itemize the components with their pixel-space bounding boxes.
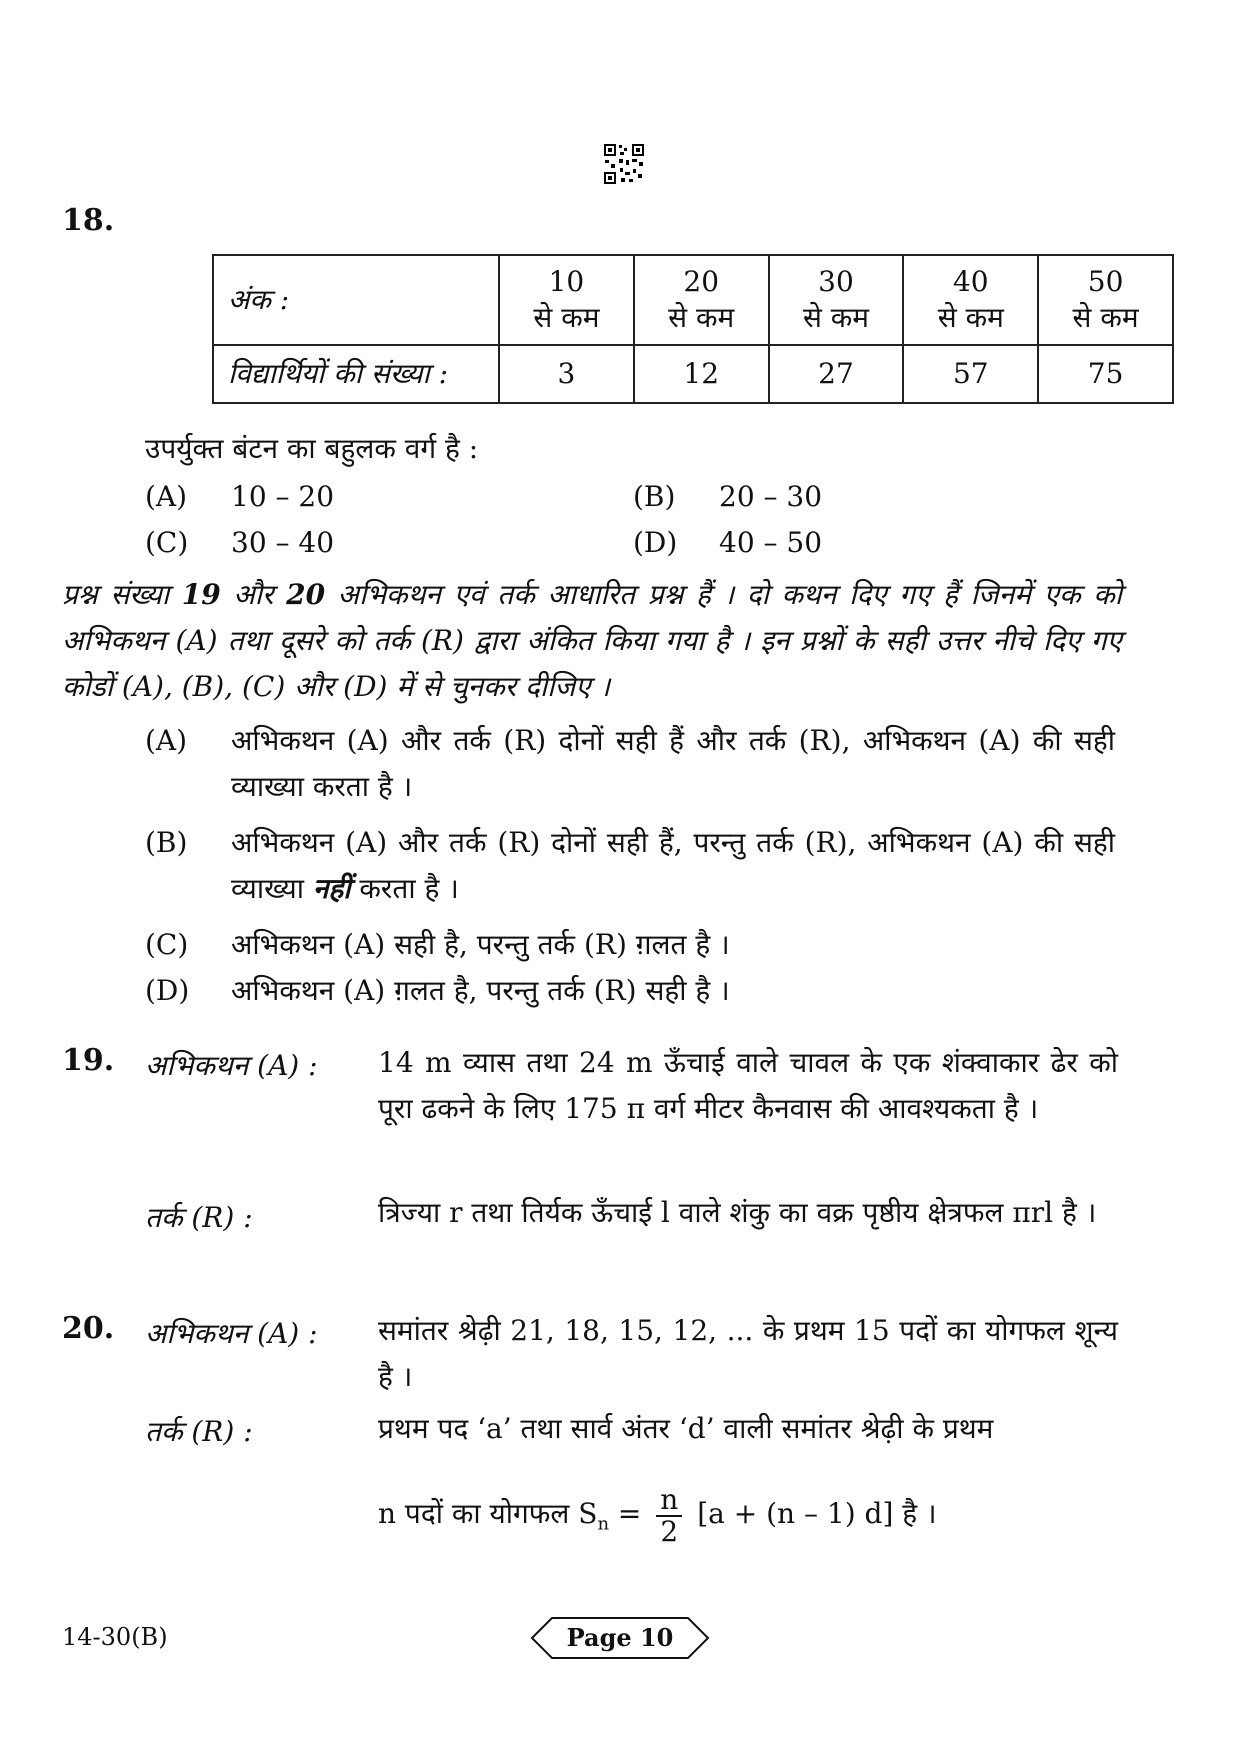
paper-code: 14-30(B) (62, 1623, 168, 1651)
choice-b: (B) अभिकथन (A) और तर्क (R) दोनों सही हैं, परन्तु तर्क (R), अभिकथन (A) की सही व्याख्या नहीं करता है । (145, 826, 1115, 905)
question-number-19: 19. (62, 1043, 115, 1078)
emphasis-nahi: नहीं (312, 872, 351, 905)
assertion-reason-instructions: प्रश्न संख्या 19 और 20 अभिकथन एवं तर्क आधारित प्रश्न हैं । दो कथन दिए गए हैं जिनमें एक को अभिकथन (A) तथा दूसरे को तर्क (R) द्वारा अंकित किया गया है । इन प्रश्नों के सही उत्तर नीचे दिए गए कोडों (A), (B), (C) और (D) में से चुनकर दीजिए । (62, 578, 1122, 703)
reason-19: त्रिज्या r तथा तिर्यक ऊँचाई l वाले शंकु का वक्र पृष्ठीय क्षेत्रफल πrl है । (378, 1196, 1097, 1229)
table-cell: 27 (769, 345, 904, 403)
table-cell: 40 से कम (903, 255, 1038, 345)
table-header-marks: अंक : (213, 255, 499, 345)
table-row-marks (213, 255, 1173, 345)
reason-20-line1: प्रथम पद ‘a’ तथा सार्व अंतर ‘d’ वाली समांतर श्रेढ़ी के प्रथम (378, 1412, 994, 1445)
choice-c: (C) अभिकथन (A) सही है, परन्तु तर्क (R) ग़लत है । (145, 928, 730, 961)
fraction-n-over-2: $\frac{n}{2}$ (656, 1485, 682, 1547)
question-number-18: 18. (62, 203, 115, 238)
table-cell: 30 से कम (769, 255, 904, 345)
reason-20-formula: n पदों का योगफल $S_n$ = $\frac{n}{2}$ [a + (n – 1) d] है । (378, 1482, 937, 1548)
table-cell: 20 से कम (634, 255, 769, 345)
option-c: (C) 30 – 40 (145, 526, 335, 559)
table-cell: 57 (903, 345, 1038, 403)
table-cell: 75 (1038, 345, 1173, 403)
reason-label-19: तर्क (R) : (145, 1201, 253, 1234)
assertion-20: समांतर श्रेढ़ी 21, 18, 15, 12, ... के प्रथम 15 पदों का योगफल शून्य है । (378, 1314, 1118, 1393)
page-number-badge (530, 1616, 710, 1660)
question-number-20: 20. (62, 1311, 115, 1346)
choice-d: (D) अभिकथन (A) ग़लत है, परन्तु तर्क (R) सही है । (145, 974, 730, 1007)
assertion-19: 14 m व्यास तथा 24 m ऊँचाई वाले चावल के एक शंक्वाकार ढेर को पूरा ढकने के लिए 175 π वर्ग मीटर कैनवास की आवश्यकता है । (378, 1046, 1118, 1125)
option-b: (B) 20 – 30 (633, 480, 823, 513)
choice-a: (A) अभिकथन (A) और तर्क (R) दोनों सही हैं और तर्क (R), अभिकथन (A) की सही व्याख्या करता है । (145, 724, 1115, 803)
assertion-label-20: अभिकथन (A) : (145, 1317, 318, 1350)
page-number: Page 10 (566, 1623, 674, 1652)
option-a: (A) 10 – 20 (145, 480, 335, 513)
table-cell: 3 (499, 345, 634, 403)
table-cell: 50 से कम (1038, 255, 1173, 345)
marks-frequency-table (212, 254, 1174, 404)
option-d: (D) 40 – 50 (633, 526, 823, 559)
table-cell: 12 (634, 345, 769, 403)
table-cell: 10 से कम (499, 255, 634, 345)
reason-label-20: तर्क (R) : (145, 1415, 253, 1448)
question-18-text: उपर्युक्त बंटन का बहुलक वर्ग है : (145, 432, 479, 465)
table-header-students: विद्यार्थियों की संख्या : (213, 345, 499, 403)
table-row-students (213, 345, 1173, 403)
qr-code (603, 143, 645, 185)
assertion-label-19: अभिकथन (A) : (145, 1049, 318, 1082)
